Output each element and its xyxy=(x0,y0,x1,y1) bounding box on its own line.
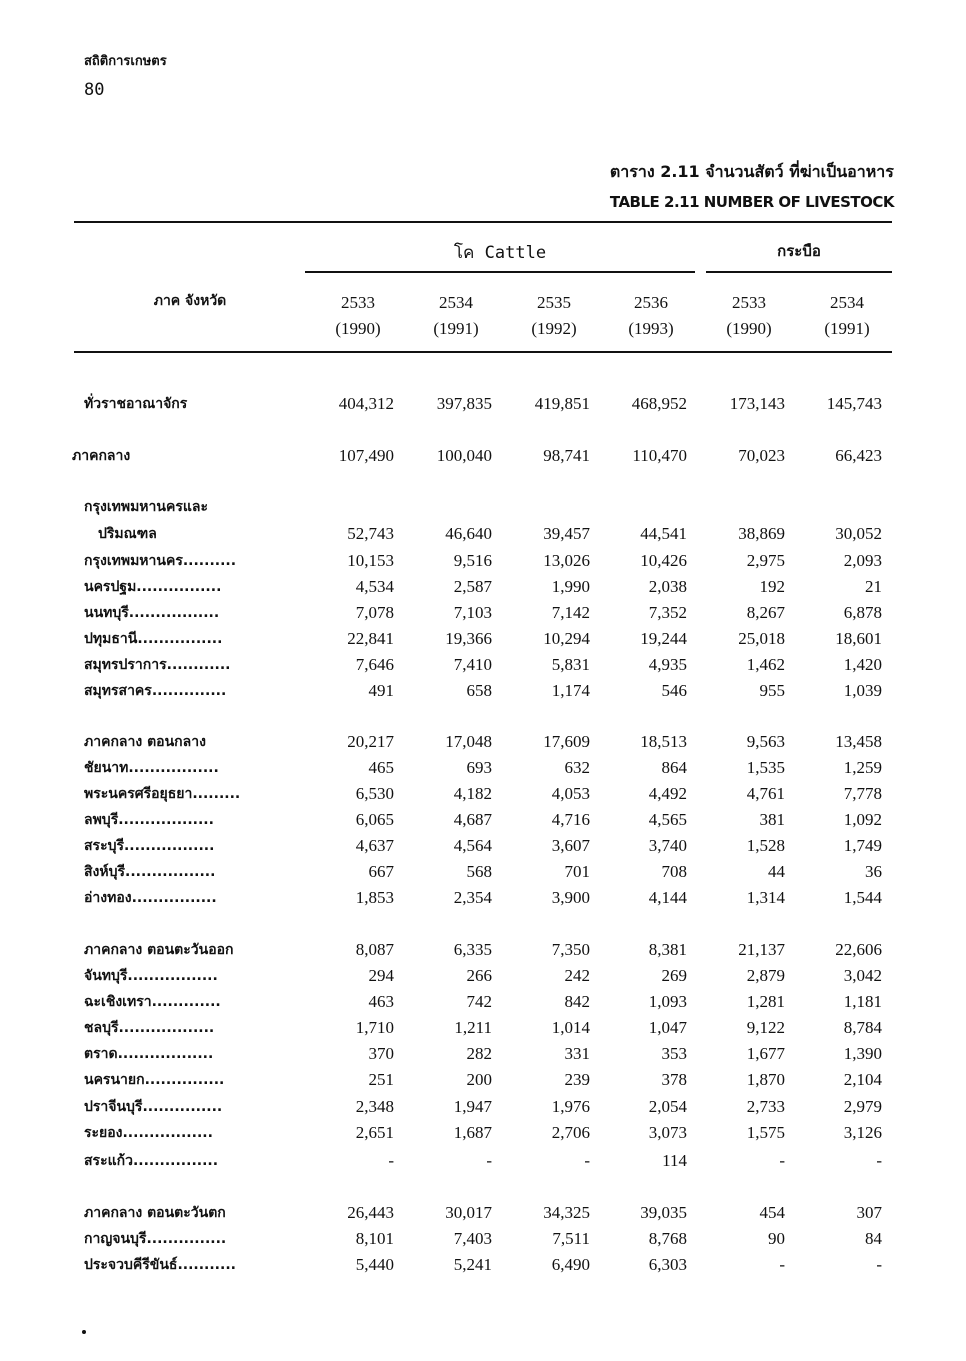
cell-value: 200 xyxy=(466,1070,492,1089)
cell-value: 3,900 xyxy=(551,888,590,907)
row-label: สมุทรสาคร.............. xyxy=(84,683,227,699)
year-thai: 2536 xyxy=(634,293,668,312)
cell-value: 7,511 xyxy=(552,1229,590,1248)
row-label: สระแก้ว................ xyxy=(84,1153,219,1169)
row-label: ภาคกลาง xyxy=(72,448,131,464)
cell-value: 2,879 xyxy=(746,966,785,985)
table-row xyxy=(0,1094,966,1120)
cell-value: 4,935 xyxy=(648,655,687,674)
row-label: ตราด.................. xyxy=(84,1046,214,1062)
cell-value: 693 xyxy=(466,758,492,777)
row-label: นครนายก............... xyxy=(84,1072,225,1088)
table-row xyxy=(0,600,966,626)
cell-value: 2,979 xyxy=(843,1097,882,1116)
cell-value: 708 xyxy=(661,862,687,881)
cell-value: 8,087 xyxy=(355,940,394,959)
cell-value: 1,853 xyxy=(355,888,394,907)
cell-value: - xyxy=(486,1151,492,1170)
year-column-header xyxy=(506,290,602,342)
row-label: ประจวบคีรีขันธ์........... xyxy=(84,1257,236,1273)
cell-value: 1,535 xyxy=(746,758,785,777)
year-ad: (1993) xyxy=(628,319,674,338)
cell-value: 1,047 xyxy=(648,1018,687,1037)
cell-value: 2,651 xyxy=(355,1123,394,1142)
cell-value: 1,314 xyxy=(746,888,785,907)
cell-value: 145,743 xyxy=(826,394,882,413)
table-row xyxy=(0,989,966,1015)
cell-value: 5,241 xyxy=(453,1255,492,1274)
cell-value: 1,281 xyxy=(746,992,785,1011)
cell-value: - xyxy=(779,1151,785,1170)
cell-value: 8,768 xyxy=(648,1229,687,1248)
cell-value: 4,534 xyxy=(355,577,394,596)
top-rule xyxy=(74,221,892,223)
table-row xyxy=(0,833,966,859)
cell-value: 397,835 xyxy=(436,394,492,413)
table-row xyxy=(0,1226,966,1252)
cell-value: 4,144 xyxy=(648,888,687,907)
cell-value: 1,976 xyxy=(551,1097,590,1116)
cell-value: 546 xyxy=(661,681,687,700)
table-row xyxy=(0,626,966,652)
cell-value: - xyxy=(876,1255,882,1274)
table-row xyxy=(0,391,966,417)
cell-value: 2,104 xyxy=(843,1070,882,1089)
cell-value: 10,153 xyxy=(347,551,394,570)
cattle-group-rule xyxy=(305,271,695,273)
cell-value: 1,014 xyxy=(551,1018,590,1037)
cell-value: 2,587 xyxy=(453,577,492,596)
table-row xyxy=(0,678,966,704)
table-row xyxy=(0,937,966,963)
row-label: สระบุรี................. xyxy=(84,838,215,854)
cell-value: - xyxy=(876,1151,882,1170)
cell-value: 370 xyxy=(368,1044,394,1063)
cell-value: 26,443 xyxy=(347,1203,394,1222)
year-column-header xyxy=(310,290,406,342)
cell-value: 1,947 xyxy=(453,1097,492,1116)
cell-value: 52,743 xyxy=(347,524,394,543)
row-label: อ่างทอง................ xyxy=(84,890,217,906)
cell-value: 701 xyxy=(564,862,590,881)
cell-value: 742 xyxy=(466,992,492,1011)
cell-value: 4,053 xyxy=(551,784,590,803)
cell-value: 4,492 xyxy=(648,784,687,803)
row-label: สิงห์บุรี................. xyxy=(84,864,216,880)
page-header: สถิติการเกษตร xyxy=(84,54,167,69)
cell-value: 44 xyxy=(768,862,785,881)
cell-value: 84 xyxy=(865,1229,882,1248)
cell-value: 107,490 xyxy=(338,446,394,465)
row-label: จันทบุรี................. xyxy=(84,968,218,984)
cell-value: 378 xyxy=(661,1070,687,1089)
cell-value: 468,952 xyxy=(631,394,687,413)
cell-value: 294 xyxy=(368,966,394,985)
cell-value: 70,023 xyxy=(738,446,785,465)
cell-value: 36 xyxy=(865,862,882,881)
cell-value: 266 xyxy=(466,966,492,985)
year-column-header xyxy=(701,290,797,342)
year-ad: (1990) xyxy=(335,319,381,338)
table-row xyxy=(0,859,966,885)
cell-value: 2,706 xyxy=(551,1123,590,1142)
table-row xyxy=(0,652,966,678)
row-label: ปริมณฑล xyxy=(98,526,157,542)
cell-value: 46,640 xyxy=(445,524,492,543)
cell-value: 18,513 xyxy=(640,732,687,751)
cell-value: 21,137 xyxy=(738,940,785,959)
cell-value: - xyxy=(388,1151,394,1170)
cell-value: 6,530 xyxy=(355,784,394,803)
year-ad: (1991) xyxy=(433,319,479,338)
cell-value: 9,516 xyxy=(453,551,492,570)
year-thai: 2533 xyxy=(732,293,766,312)
cell-value: 269 xyxy=(661,966,687,985)
cell-value: 1,174 xyxy=(551,681,590,700)
cell-value: 22,606 xyxy=(835,940,882,959)
cell-value: - xyxy=(584,1151,590,1170)
cell-value: 1,181 xyxy=(843,992,882,1011)
cell-value: 3,607 xyxy=(551,836,590,855)
cell-value: 4,565 xyxy=(648,810,687,829)
cell-value: 8,267 xyxy=(746,603,785,622)
row-label: นนทบุรี................. xyxy=(84,605,220,621)
cell-value: - xyxy=(779,1255,785,1274)
cell-value: 864 xyxy=(661,758,687,777)
cell-value: 7,352 xyxy=(648,603,687,622)
cell-value: 1,039 xyxy=(843,681,882,700)
cell-value: 173,143 xyxy=(729,394,785,413)
cell-value: 3,042 xyxy=(843,966,882,985)
cell-value: 38,869 xyxy=(738,524,785,543)
cell-value: 17,609 xyxy=(543,732,590,751)
cell-value: 1,390 xyxy=(843,1044,882,1063)
cell-value: 2,348 xyxy=(355,1097,394,1116)
cell-value: 491 xyxy=(368,681,394,700)
cell-value: 114 xyxy=(662,1151,687,1170)
row-label: ทั่วราชอาณาจักร xyxy=(84,396,188,412)
row-label: กรุงเทพมหานครและ xyxy=(84,499,208,515)
table-row xyxy=(0,521,966,547)
cell-value: 239 xyxy=(564,1070,590,1089)
table-row xyxy=(0,755,966,781)
row-label: สมุทรปราการ............ xyxy=(84,657,231,673)
region-province-header: ภาค จังหวัด xyxy=(153,293,227,309)
table-title-block xyxy=(610,160,894,211)
cell-value: 22,841 xyxy=(347,629,394,648)
cell-value: 2,054 xyxy=(648,1097,687,1116)
cell-value: 18,601 xyxy=(835,629,882,648)
table-row xyxy=(0,781,966,807)
cell-value: 251 xyxy=(368,1070,394,1089)
cell-value: 17,048 xyxy=(445,732,492,751)
year-column-header xyxy=(603,290,699,342)
table-row xyxy=(0,1041,966,1067)
cell-value: 19,366 xyxy=(445,629,492,648)
cell-value: 7,403 xyxy=(453,1229,492,1248)
cell-value: 7,103 xyxy=(453,603,492,622)
cell-value: 6,490 xyxy=(551,1255,590,1274)
cell-value: 2,354 xyxy=(453,888,492,907)
cell-value: 8,381 xyxy=(648,940,687,959)
row-label: ปราจีนบุรี............... xyxy=(84,1099,223,1115)
cell-value: 667 xyxy=(368,862,394,881)
cell-value: 1,710 xyxy=(355,1018,394,1037)
cell-value: 7,350 xyxy=(551,940,590,959)
cell-value: 7,142 xyxy=(551,603,590,622)
cell-value: 1,093 xyxy=(648,992,687,1011)
cell-value: 20,217 xyxy=(347,732,394,751)
year-thai: 2535 xyxy=(537,293,571,312)
row-label: กรุงเทพมหานคร.......... xyxy=(84,553,237,569)
cell-value: 39,035 xyxy=(640,1203,687,1222)
cell-value: 44,541 xyxy=(640,524,687,543)
cell-value: 7,410 xyxy=(453,655,492,674)
table-row xyxy=(0,574,966,600)
cell-value: 842 xyxy=(564,992,590,1011)
cell-value: 6,303 xyxy=(648,1255,687,1274)
table-row xyxy=(0,494,966,520)
cell-value: 463 xyxy=(368,992,394,1011)
cell-value: 4,761 xyxy=(746,784,785,803)
table-row xyxy=(0,1252,966,1278)
cell-value: 25,018 xyxy=(738,629,785,648)
cell-value: 2,975 xyxy=(746,551,785,570)
cell-value: 307 xyxy=(856,1203,882,1222)
year-column-header xyxy=(408,290,504,342)
page-number: 80 xyxy=(84,80,105,100)
cell-value: 21 xyxy=(865,577,882,596)
cell-value: 192 xyxy=(759,577,785,596)
cell-value: 30,052 xyxy=(835,524,882,543)
cell-value: 2,093 xyxy=(843,551,882,570)
cell-value: 465 xyxy=(368,758,394,777)
row-label: พระนครศรีอยุธยา......... xyxy=(84,786,241,802)
row-label: ระยอง................. xyxy=(84,1125,213,1141)
cell-value: 242 xyxy=(564,966,590,985)
table-row xyxy=(0,885,966,911)
cell-value: 4,687 xyxy=(453,810,492,829)
cell-value: 454 xyxy=(759,1203,785,1222)
table-title-english: TABLE 2.11 NUMBER OF LIVESTOCK xyxy=(609,193,894,211)
cell-value: 2,733 xyxy=(746,1097,785,1116)
table-row xyxy=(0,443,966,469)
buffalo-group-rule xyxy=(706,271,892,273)
row-label: กาญจนบุรี............... xyxy=(84,1231,227,1247)
table-row xyxy=(0,548,966,574)
cell-value: 4,716 xyxy=(551,810,590,829)
buffalo-group-header: กระบือ xyxy=(777,242,821,260)
cell-value: 13,026 xyxy=(543,551,590,570)
cell-value: 632 xyxy=(564,758,590,777)
table-row xyxy=(0,729,966,755)
cell-value: 7,646 xyxy=(355,655,394,674)
table-title-thai: ตาราง 2.11 จำนวนสัตว์ ที่ฆ่าเป็นอาหาร xyxy=(609,162,894,181)
cell-value: 331 xyxy=(564,1044,590,1063)
page-mark xyxy=(82,1330,86,1334)
cell-value: 568 xyxy=(466,862,492,881)
cell-value: 4,182 xyxy=(453,784,492,803)
cell-value: 1,211 xyxy=(454,1018,492,1037)
year-thai: 2533 xyxy=(341,293,375,312)
cell-value: 34,325 xyxy=(543,1203,590,1222)
table-row xyxy=(0,807,966,833)
cell-value: 955 xyxy=(759,681,785,700)
table-row xyxy=(0,1015,966,1041)
cell-value: 1,420 xyxy=(843,655,882,674)
header-bottom-rule xyxy=(74,351,892,353)
cell-value: 1,092 xyxy=(843,810,882,829)
table-row xyxy=(0,1120,966,1146)
cell-value: 39,457 xyxy=(543,524,590,543)
cell-value: 66,423 xyxy=(835,446,882,465)
cell-value: 353 xyxy=(661,1044,687,1063)
cell-value: 13,458 xyxy=(835,732,882,751)
cell-value: 3,073 xyxy=(648,1123,687,1142)
cell-value: 1,575 xyxy=(746,1123,785,1142)
cell-value: 1,259 xyxy=(843,758,882,777)
table-row xyxy=(0,1148,966,1174)
year-thai: 2534 xyxy=(439,293,473,312)
cell-value: 1,749 xyxy=(843,836,882,855)
cell-value: 8,101 xyxy=(355,1229,394,1248)
cell-value: 6,878 xyxy=(843,603,882,622)
cell-value: 110,470 xyxy=(632,446,687,465)
cell-value: 10,294 xyxy=(543,629,590,648)
row-label: ภาคกลาง ตอนตะวันออก xyxy=(84,942,234,958)
cell-value: 282 xyxy=(466,1044,492,1063)
cell-value: 4,637 xyxy=(355,836,394,855)
cell-value: 2,038 xyxy=(648,577,687,596)
table-row xyxy=(0,963,966,989)
cell-value: 30,017 xyxy=(445,1203,492,1222)
cell-value: 6,065 xyxy=(355,810,394,829)
row-label: ภาคกลาง ตอนตะวันตก xyxy=(84,1205,226,1221)
cattle-group-header: โค Cattle xyxy=(453,243,547,263)
cell-value: 9,563 xyxy=(746,732,785,751)
table-row xyxy=(0,1200,966,1226)
row-label: ภาคกลาง ตอนกลาง xyxy=(84,734,206,750)
year-column-header xyxy=(799,290,895,342)
cell-value: 404,312 xyxy=(338,394,394,413)
cell-value: 90 xyxy=(768,1229,785,1248)
cell-value: 1,677 xyxy=(746,1044,785,1063)
cell-value: 8,784 xyxy=(843,1018,882,1037)
row-label: นครปฐม................ xyxy=(84,579,222,595)
year-ad: (1990) xyxy=(726,319,772,338)
cell-value: 3,740 xyxy=(648,836,687,855)
cell-value: 658 xyxy=(466,681,492,700)
cell-value: 1,990 xyxy=(551,577,590,596)
cell-value: 7,778 xyxy=(843,784,882,803)
cell-value: 1,528 xyxy=(746,836,785,855)
cell-value: 100,040 xyxy=(436,446,492,465)
year-ad: (1991) xyxy=(824,319,870,338)
year-ad: (1992) xyxy=(531,319,577,338)
cell-value: 6,335 xyxy=(453,940,492,959)
row-label: ชัยนาท................. xyxy=(84,760,219,776)
cell-value: 1,462 xyxy=(746,655,785,674)
row-label: ชลบุรี.................. xyxy=(84,1020,215,1036)
cell-value: 381 xyxy=(759,810,785,829)
cell-value: 5,440 xyxy=(355,1255,394,1274)
table-row xyxy=(0,1067,966,1093)
cell-value: 4,564 xyxy=(453,836,492,855)
year-thai: 2534 xyxy=(830,293,864,312)
cell-value: 1,544 xyxy=(843,888,882,907)
row-label: ลพบุรี.................. xyxy=(84,812,214,828)
cell-value: 3,126 xyxy=(843,1123,882,1142)
cell-value: 1,870 xyxy=(746,1070,785,1089)
row-label: ฉะเชิงเทรา............. xyxy=(84,994,221,1010)
cell-value: 419,851 xyxy=(534,394,590,413)
cell-value: 1,687 xyxy=(453,1123,492,1142)
cell-value: 9,122 xyxy=(746,1018,785,1037)
cell-value: 19,244 xyxy=(640,629,687,648)
row-label: ปทุมธานี................ xyxy=(84,631,223,647)
cell-value: 10,426 xyxy=(640,551,687,570)
cell-value: 5,831 xyxy=(551,655,590,674)
cell-value: 7,078 xyxy=(355,603,394,622)
cell-value: 98,741 xyxy=(543,446,590,465)
